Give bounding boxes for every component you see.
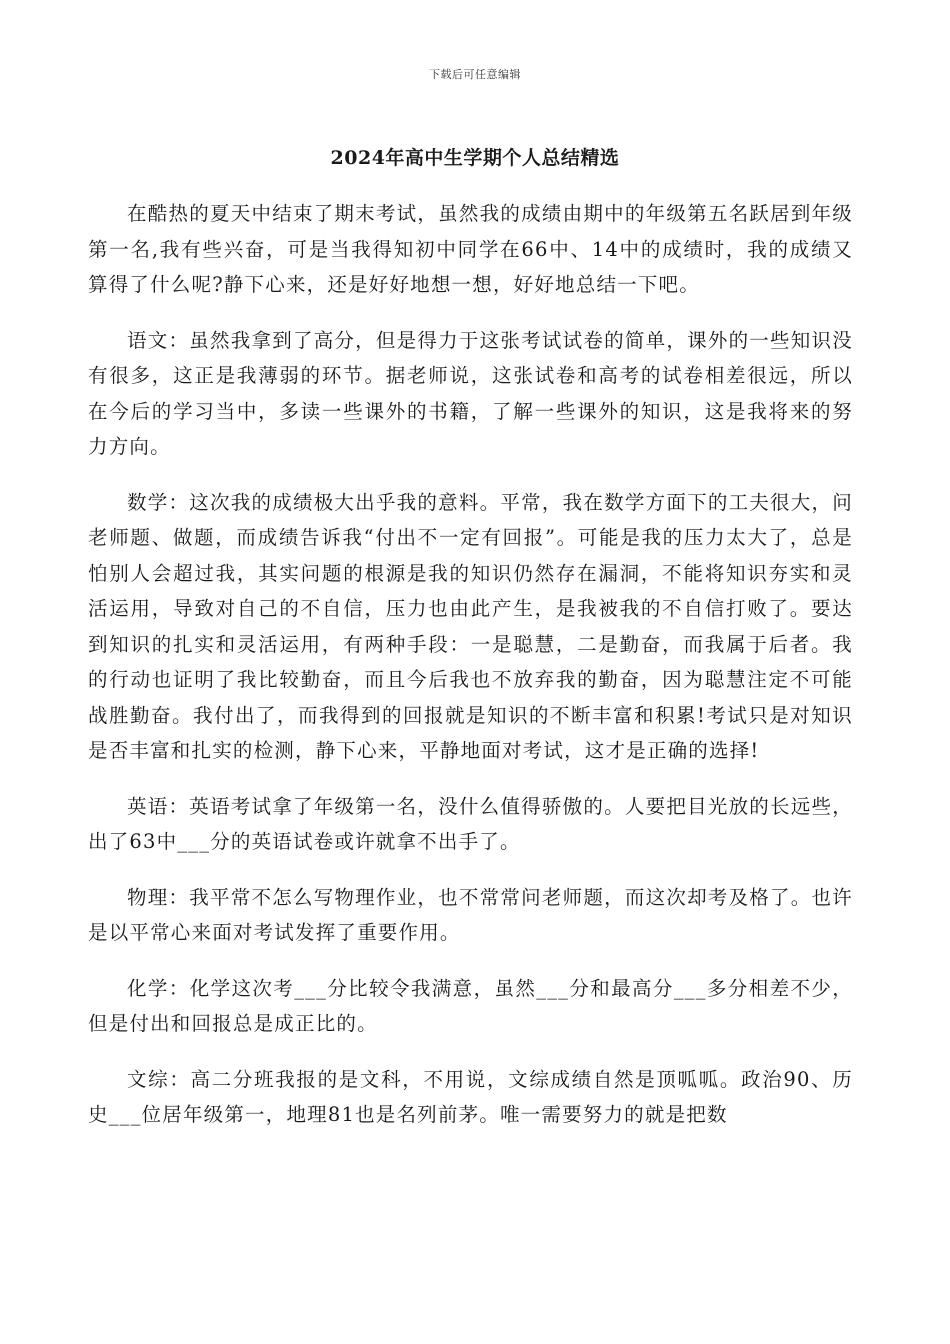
paragraph-liberal-arts: 文综：高二分班我报的是文科，不用说，文综成绩自然是顶呱呱。政治90、历史___位居年级第一，地理81也是名列前茅。唯一需要努力的就是把数 — [88, 1067, 853, 1126]
paragraph-physics: 物理：我平常不怎么写物理作业，也不常常问老师题，而这次却考及格了。也许是以平常心来面对考试发挥了重要作用。 — [88, 885, 853, 944]
page-header: 下载后可任意编辑 — [429, 68, 521, 81]
paragraph-intro: 在酷热的夏天中结束了期末考试，虽然我的成绩由期中的年级第五名跃居到年级第一名,我有些兴奋，可是当我得知初中同学在66中、14中的成绩时，我的成绩又算得了什么呢?静下心来，还是好好地想一想，好好地总结一下吧。 — [88, 202, 853, 296]
paragraph-math: 数学：这次我的成绩极大出乎我的意料。平常，我在数学方面下的工夫很大，问老师题、做题，而成绩告诉我“付出不一定有回报”。可能是我的压力太大了，总是怕别人会超过我，其实问题的根源是我的知识仍然存在漏洞，不能将知识夯实和灵活运用，导致对自己的不自信，压力也由此产生，是我被我的不自信打败了。要达到知识的扎实和灵活运用，有两种手段：一是聪慧，二是勤奋，而我属于后者。我的行动也证明了我比较勤奋，而且今后我也不放弃我的勤奋，因为聪慧注定不可能战胜勤奋。我付出了，而我得到的回报就是知识的不断丰富和积累!考试只是对知识是否丰富和扎实的检测，静下心来，平静地面对考试，这才是正确的选择! — [88, 490, 853, 762]
paragraph-chinese: 语文：虽然我拿到了高分，但是得力于这张考试试卷的简单，课外的一些知识没有很多，这正是我薄弱的环节。据老师说，这张试卷和高考的试卷相差很远，所以在今后的学习当中，多读一些课外的书籍，了解一些课外的知识，这是我将来的努力方向。 — [88, 328, 853, 458]
document-title: 2024年高中生学期个人总结精选 — [330, 147, 620, 169]
document-body — [88, 196, 853, 1153]
paragraph-english: 英语：英语考试拿了年级第一名，没什么值得骄傲的。人要把目光放的长远些，出了63中___分的英语试卷或许就拿不出手了。 — [88, 794, 853, 853]
paragraph-chemistry: 化学：化学这次考___分比较令我满意，虽然___分和最高分___多分相差不少，但是付出和回报总是成正比的。 — [88, 976, 853, 1035]
